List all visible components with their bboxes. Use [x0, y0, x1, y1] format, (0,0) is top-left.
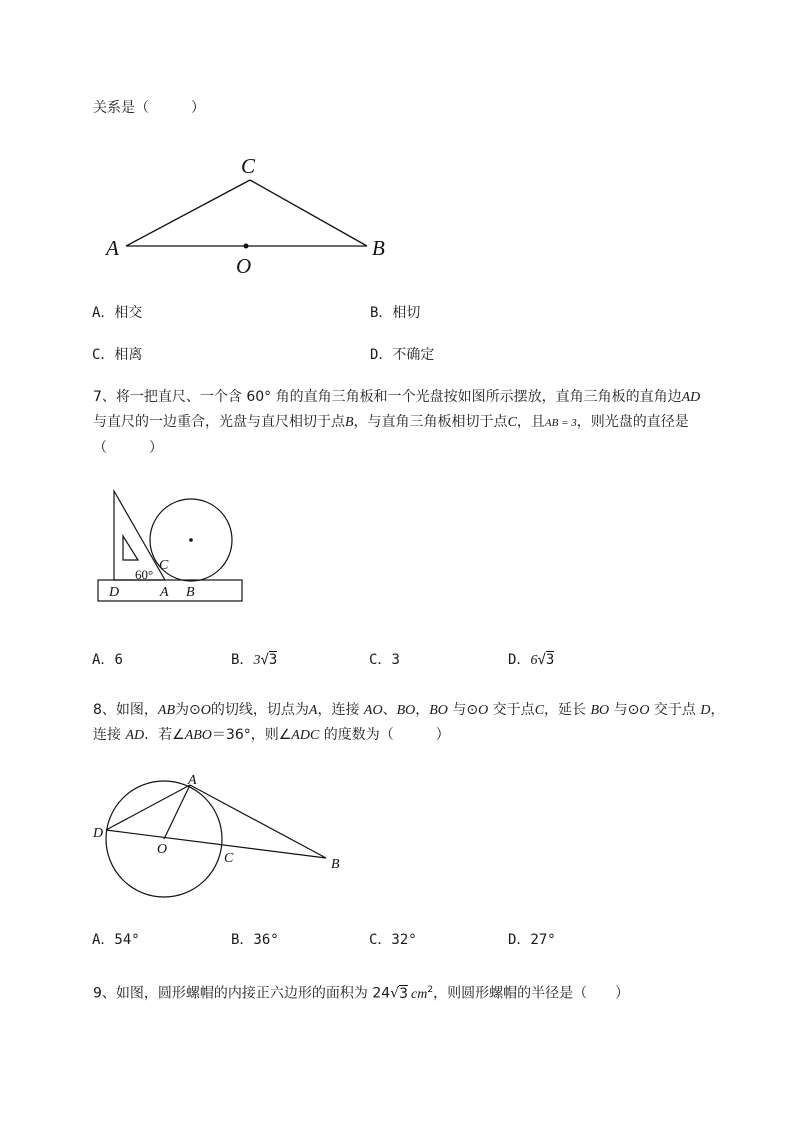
- q8-line1-seg-4: 的切线，切点为: [210, 702, 309, 718]
- q8-line1-seg-15: C: [534, 703, 545, 718]
- q8-label-o: O: [157, 842, 168, 857]
- q9-text-b: ，则圆形螺帽的半径是（ ）: [433, 985, 630, 1002]
- radical-sign-icon: √: [390, 985, 400, 1002]
- q7-option-b-radicand: 3: [268, 652, 278, 668]
- q7-label-a: A: [160, 585, 169, 600]
- radical-sign-icon: √: [537, 652, 546, 668]
- q8-line1-seg-3: O: [200, 703, 211, 718]
- q6-option-b[interactable]: B．相切: [370, 305, 421, 321]
- q8-line1-seg-19: O: [639, 703, 650, 718]
- q7-label-b: B: [186, 585, 195, 600]
- q7-option-a-prefix: A．: [92, 652, 115, 668]
- q8-line2-seg-3: ABO: [184, 728, 212, 743]
- q8-line2-seg-4: ＝36°，则∠: [211, 727, 292, 743]
- q9-radicand: 3: [399, 985, 409, 1002]
- q8-line1-seg-18: 与⊙: [609, 702, 640, 718]
- q9-text-a: 9、如图，圆形螺帽的内接正六边形的面积为 24: [93, 985, 391, 1002]
- q7-line1-text: 7、将一把直尺、一个含 60° 角的直角三角板和一个光盘按如图所示摆放，直角三角板的直角边: [93, 389, 682, 405]
- q8-line1-seg-6: ，连接: [317, 702, 364, 718]
- q6-option-c[interactable]: C．相离: [92, 347, 143, 363]
- q7-label-c: C: [159, 558, 169, 573]
- q7-line2-b: ，与直角三角板相切于点: [353, 414, 508, 430]
- q8-line1-seg-2: 为⊙: [175, 702, 201, 718]
- q8-line1-seg-11: BO: [429, 703, 448, 718]
- q8-segment-ao: [164, 785, 190, 839]
- q9-unit: cm: [411, 986, 428, 1002]
- radical-sign-icon: √: [260, 652, 269, 668]
- q6-stem-tail: 关系是（ ）: [93, 100, 205, 116]
- q8-option-c[interactable]: C．32°: [369, 932, 417, 948]
- q8-segment-ad: [106, 785, 190, 830]
- q7-option-d-coef: 6: [530, 653, 538, 668]
- q8-label-b: B: [331, 857, 340, 872]
- q8-line1-seg-21: D: [700, 703, 711, 718]
- q8-line2-seg-1: AD: [125, 728, 145, 743]
- q7-label-angle: 60°: [135, 567, 154, 582]
- q7-var-b: B: [345, 415, 354, 430]
- q7-option-c-prefix: C．: [369, 652, 392, 668]
- q7-option-a-value: 6: [114, 652, 123, 668]
- q7-line2-c: ，且: [516, 414, 545, 430]
- q8-line1-seg-0: 8、如图，: [93, 702, 158, 718]
- q7-option-c-value: 3: [391, 652, 400, 668]
- q8-line1-seg-5: A: [308, 703, 318, 718]
- q8-line1-seg-9: BO: [396, 703, 416, 718]
- q6-label-c: C: [241, 154, 256, 178]
- q7-line2-d: ，则光盘的直径是: [576, 414, 689, 430]
- q8-line1-seg-14: 交于点: [488, 702, 535, 718]
- q8-label-a: A: [188, 773, 197, 788]
- q9-unit-exp: 2: [427, 985, 434, 995]
- q6-label-b: B: [372, 236, 385, 260]
- q8-line2-seg-5: ADC: [291, 728, 320, 743]
- q8-line1-seg-22: ，: [710, 702, 725, 718]
- q8-label-d: D: [93, 826, 104, 841]
- q9-stem: [93, 978, 629, 1007]
- q8-line1-seg-16: ，延长: [544, 702, 591, 718]
- q8-line2-seg-0: 连接: [93, 727, 126, 743]
- q6-option-d[interactable]: D．不确定: [370, 347, 435, 363]
- q8-line2-seg-6: 的度数为（ ）: [319, 727, 450, 743]
- q6-label-a: A: [106, 236, 119, 260]
- q7-line2-a: 与直尺的一边重合，光盘与直尺相切于点: [93, 414, 345, 430]
- q8-option-b[interactable]: B．36°: [231, 932, 279, 948]
- q7-option-d-radicand: 3: [545, 652, 555, 668]
- q8-line1-seg-10: ，: [415, 702, 430, 718]
- q6-option-a[interactable]: A．相交: [92, 305, 143, 321]
- q6-label-o: O: [236, 254, 252, 278]
- q8-option-a[interactable]: A．54°: [92, 932, 140, 948]
- q8-line1-seg-13: O: [478, 703, 489, 718]
- q8-line1-seg-20: 交于点: [649, 702, 701, 718]
- q7-var-c: C: [507, 415, 517, 430]
- q8-line1-seg-17: BO: [590, 703, 610, 718]
- q7-option-b-prefix: B．: [231, 652, 254, 668]
- q7-stem-line3: （ ）: [93, 440, 163, 456]
- q8-line1-seg-1: AB: [157, 703, 176, 718]
- q8-line1-seg-8: 、: [382, 702, 397, 718]
- q7-label-d: D: [109, 585, 120, 600]
- q7-var-ad: AD: [681, 390, 701, 405]
- q8-line1-seg-7: AO: [363, 703, 383, 718]
- q8-segment-db: [106, 830, 326, 858]
- q8-segment-ab: [190, 785, 326, 858]
- q7-eq: AB = 3: [544, 417, 577, 429]
- q8-label-c: C: [224, 851, 234, 866]
- q8-option-d[interactable]: D．27°: [508, 932, 556, 948]
- q8-line1-seg-12: 与⊙: [447, 702, 479, 718]
- q7-option-d-prefix: D．: [508, 652, 531, 668]
- q7-option-b-coef: 3: [253, 653, 261, 668]
- q8-line2-seg-2: ．若∠: [144, 727, 185, 743]
